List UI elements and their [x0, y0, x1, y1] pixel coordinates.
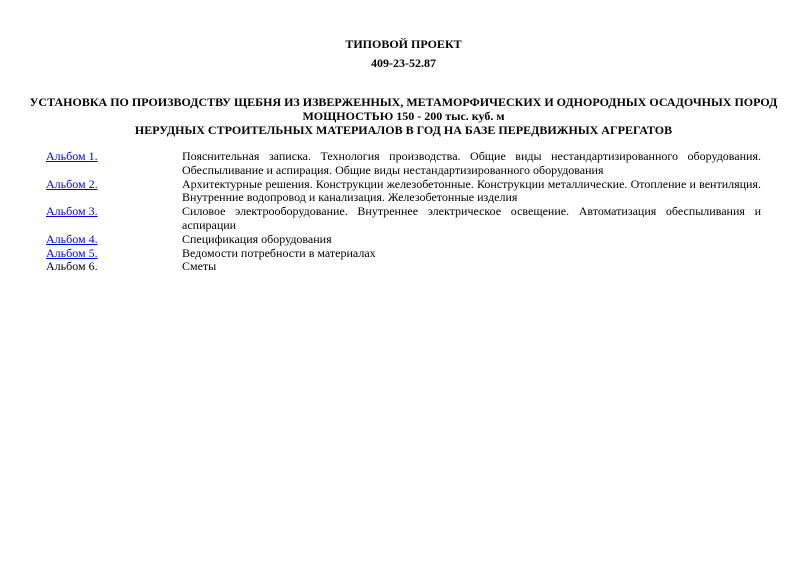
album-1-description: Пояснительная записка. Технология производства. Общие виды нестандартизированного оборудования. Обеспыливание и аспирация. Общие виды нестандартизированного оборудования	[182, 149, 761, 177]
album-4-link[interactable]: Альбом 4.	[46, 231, 98, 246]
album-6-description: Сметы	[182, 259, 217, 274]
album-row	[0, 205, 807, 233]
album-row	[0, 150, 807, 178]
title-line-3: НЕРУДНЫХ СТРОИТЕЛЬНЫХ МАТЕРИАЛОВ В ГОД НА БАЗЕ ПЕРЕДВИЖНЫХ АГРЕГАТОВ	[134, 123, 673, 137]
album-4-description: Спецификация оборудования	[182, 231, 332, 246]
album-1-link[interactable]: Альбом 1.	[46, 149, 98, 163]
title-line-2: МОЩНОСТЬЮ 150 - 200 тыс. куб. м	[302, 109, 505, 123]
album-3-description: Силовое электрооборудование. Внутреннее электрическое освещение. Автоматизация обеспыливания и аспирации	[182, 204, 761, 232]
album-3-link[interactable]: Альбом 3.	[46, 204, 98, 219]
album-row	[0, 178, 807, 206]
title-line-1: УСТАНОВКА ПО ПРОИЗВОДСТВУ ЩЕБНЯ ИЗ ИЗВЕРЖЕННЫХ, МЕТАМОРФИЧЕСКИХ И ОДНОРОДНЫХ ОСАДОЧНЫХ ПОРОД	[29, 95, 778, 109]
album-list	[0, 150, 807, 274]
doc-number: 409-23-52.87	[371, 56, 436, 70]
album-2-description: Архитектурные решения. Конструкции железобетонные. Конструкции металлические. Отопление и вентиляция. Внутренние водопровод и канализация. Железобетонные изделия	[182, 176, 761, 205]
album-row	[0, 260, 807, 274]
album-row	[0, 247, 807, 261]
doc-type-heading: ТИПОВОЙ ПРОЕКТ	[345, 37, 462, 51]
album-6-label: Альбом 6.	[46, 259, 98, 274]
album-5-link[interactable]: Альбом 5.	[46, 245, 98, 260]
album-row	[0, 233, 807, 247]
album-2-link[interactable]: Альбом 2.	[46, 176, 98, 191]
album-5-description: Ведомости потребности в материалах	[182, 245, 376, 260]
